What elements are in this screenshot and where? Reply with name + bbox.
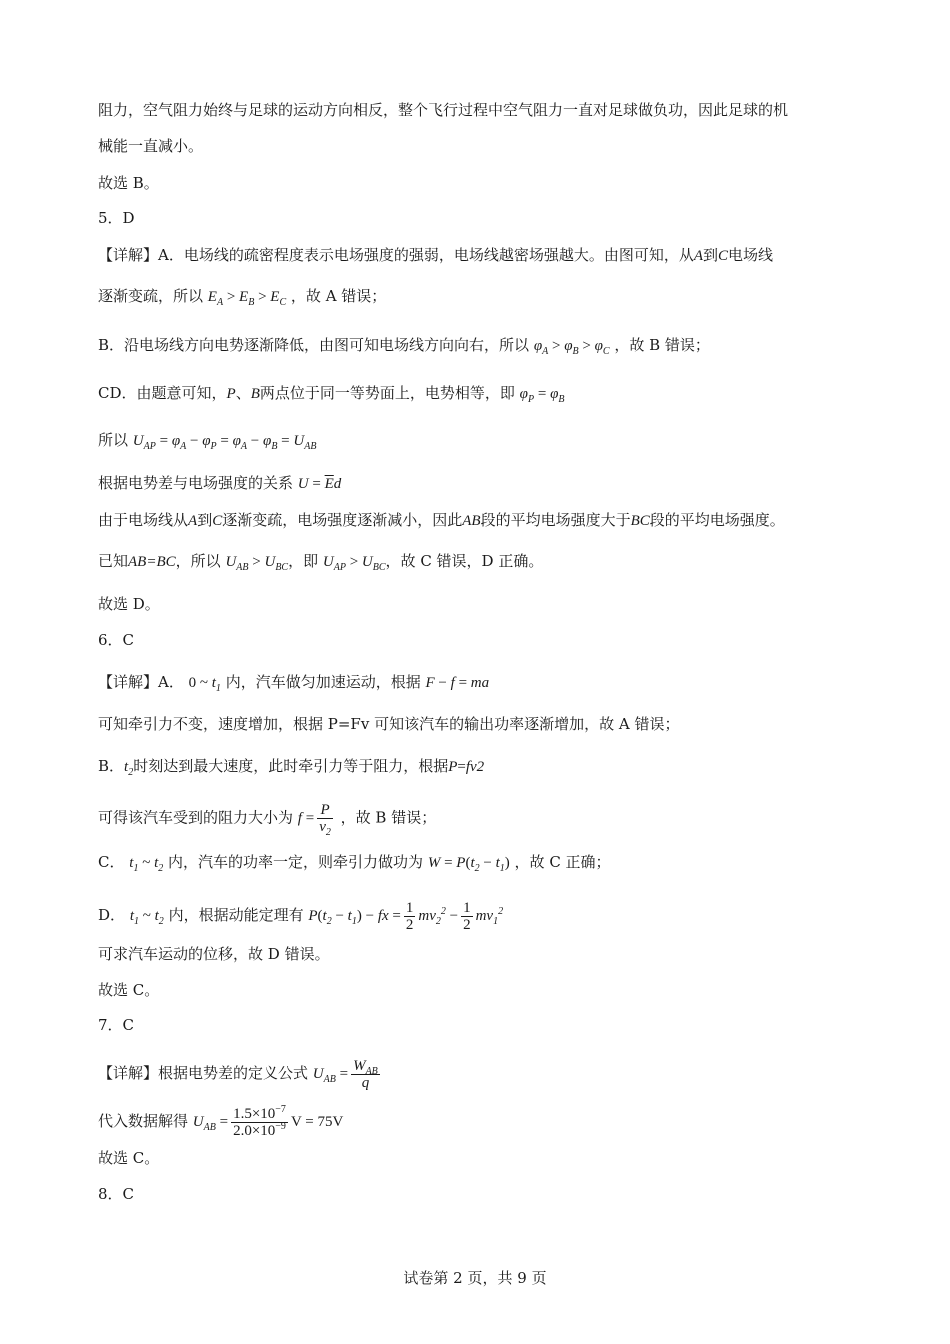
text-line: D． $t_1$ ~ $t_2$ 内，根据动能定理有 $P(t_2 - t_1)$ − fx = $\frac{1}{2}$ $mv_2^2$ − $\frac{1}{2}$ $mv_1^2$ xyxy=(98,900,504,933)
answer-number: 6．C xyxy=(98,631,135,649)
text-line: 逐渐变疏，所以 $E_A > E_B > E_C$ ，故 A 错误； xyxy=(98,287,387,308)
text-line: 械能一直减小。 xyxy=(98,137,204,155)
formula-U-Ed: $U = \overline{E}d$ xyxy=(297,476,342,492)
text-line: 【详解】根据电势差的定义公式 $U_{AB}$ = $\frac{W_{AB}}{q}$ xyxy=(98,1058,383,1091)
formula-t2: $t_2$ xyxy=(124,759,134,778)
page-footer: 试卷第 2 页，共 9 页 xyxy=(403,1269,547,1287)
text-line: B．$t_2$时刻达到最大速度，此时牵引力等于阻力，根据P=fv2 xyxy=(98,757,485,778)
answer-number: 7．C xyxy=(98,1016,135,1034)
text-line: 由于电场线从A到C逐渐变疏，电场强度逐渐减小，因此AB段的平均电场强度大于BC段的平均电场强度。 xyxy=(98,511,785,529)
formula-phi-equal: $\varphi_P = \varphi_B$ xyxy=(519,386,565,405)
formula-UAB-value: $U_{AB}$ = $\frac{1.5\times 10^{-7}}{2.0\times 10^{-9}}$ V = 75V xyxy=(192,1104,344,1139)
text-line: C． $t_1$ ~ $t_2$ 内，汽车的功率一定，则牵引力做功为 $W = P(t_2 - t_1)$ ，故 C 正确； xyxy=(98,853,611,874)
formula-U-AP: $U_{AP} = \varphi_A - \varphi_P = \varphi_A - \varphi_B = U_{AB}$ xyxy=(132,433,317,452)
text-line: CD．由题意可知，P、B两点位于同一等势面上，电势相等，即 $\varphi_P = \varphi_B$ xyxy=(98,384,565,405)
text-line: 【详解】A． 0 ~ $t_1$ 内，汽车做匀加速运动，根据 F − f = ma xyxy=(98,673,490,694)
formula-UAB-gt-UBC: $U_{AB} > U_{BC}$ xyxy=(225,554,289,573)
formula-work: $W = P(t_2 - t_1)$ xyxy=(427,855,510,874)
formula-UAB-def: $U_{AB}$ = $\frac{W_{AB}}{q}$ xyxy=(312,1058,378,1091)
formula-t1-t2: $t_1$ ~ $t_2$ xyxy=(129,855,164,874)
text-line: 代入数据解得 $U_{AB}$ = $\frac{1.5\times 10^{-7}}{2.0\times 10^{-9}}$ V = 75V xyxy=(98,1104,344,1139)
conclusion-line: 故选 D。 xyxy=(98,595,160,613)
formula-phi-relation: $\varphi_A > \varphi_B > \varphi_C$ xyxy=(533,338,610,357)
conclusion-line: 故选 C。 xyxy=(98,981,160,999)
formula-energy-theorem: $P(t_2 - t_1)$ − fx = $\frac{1}{2}$ $mv_2^2$ − $\frac{1}{2}$ $mv_1^2$ xyxy=(308,900,504,933)
text-line: 根据电势差与电场强度的关系 $U = \overline{E}d$ xyxy=(98,474,342,492)
text-line: 【详解】A．电场线的疏密程度表示电场强度的强弱，电场线越密场强越大。由图可知，从A到C电场线 xyxy=(98,246,774,264)
text-line: 可得该汽车受到的阻力大小为 f = $\frac{P}{v_2}$ ，故 B 错误； xyxy=(98,802,437,838)
formula-UAP-gt-UBC: $U_{AP} > U_{BC}$ xyxy=(322,554,386,573)
text-line: 所以 $U_{AP} = \varphi_A - \varphi_P = \varphi_A - \varphi_B = U_{AB}$ xyxy=(98,431,317,452)
fraction-P-over-v2: $\frac{P}{v_2}$ xyxy=(319,802,331,838)
conclusion-line: 故选 B。 xyxy=(98,174,159,192)
conclusion-line: 故选 C。 xyxy=(98,1149,160,1167)
text-line: 已知AB=BC，所以 $U_{AB} > U_{BC}$，即 $U_{AP} > U_{BC}$，故 C 错误，D 正确。 xyxy=(98,552,544,573)
text-line: 可求汽车运动的位移，故 D 错误。 xyxy=(98,945,330,963)
formula-P-fv2: P=fv2 xyxy=(448,759,485,775)
text-line: 可知牵引力不变，速度增加，根据 P=Fv 可知该汽车的输出功率逐渐增加，故 A 错误； xyxy=(98,715,680,733)
formula-f-equals: f = xyxy=(297,810,315,827)
text-line: 阻力，空气阻力始终与足球的运动方向相反，整个飞行过程中空气阻力一直对足球做负功，因此足球的机 xyxy=(98,101,789,119)
text-line: B．沿电场线方向电势逐渐降低，由图可知电场线方向向右，所以 $\varphi_A > \varphi_B > \varphi_C$ ，故 B 错误； xyxy=(98,336,710,357)
answer-number: 5．D xyxy=(98,209,135,227)
formula-time-interval: 0 ~ $t_1$ xyxy=(188,675,221,694)
formula-E-relation: $E_A > E_B > E_C$ xyxy=(207,289,287,308)
formula-newton: F − f = ma xyxy=(425,675,490,691)
formula-t1-t2: $t_1$ ~ $t_2$ xyxy=(129,907,164,927)
answer-number: 8．C xyxy=(98,1185,135,1203)
